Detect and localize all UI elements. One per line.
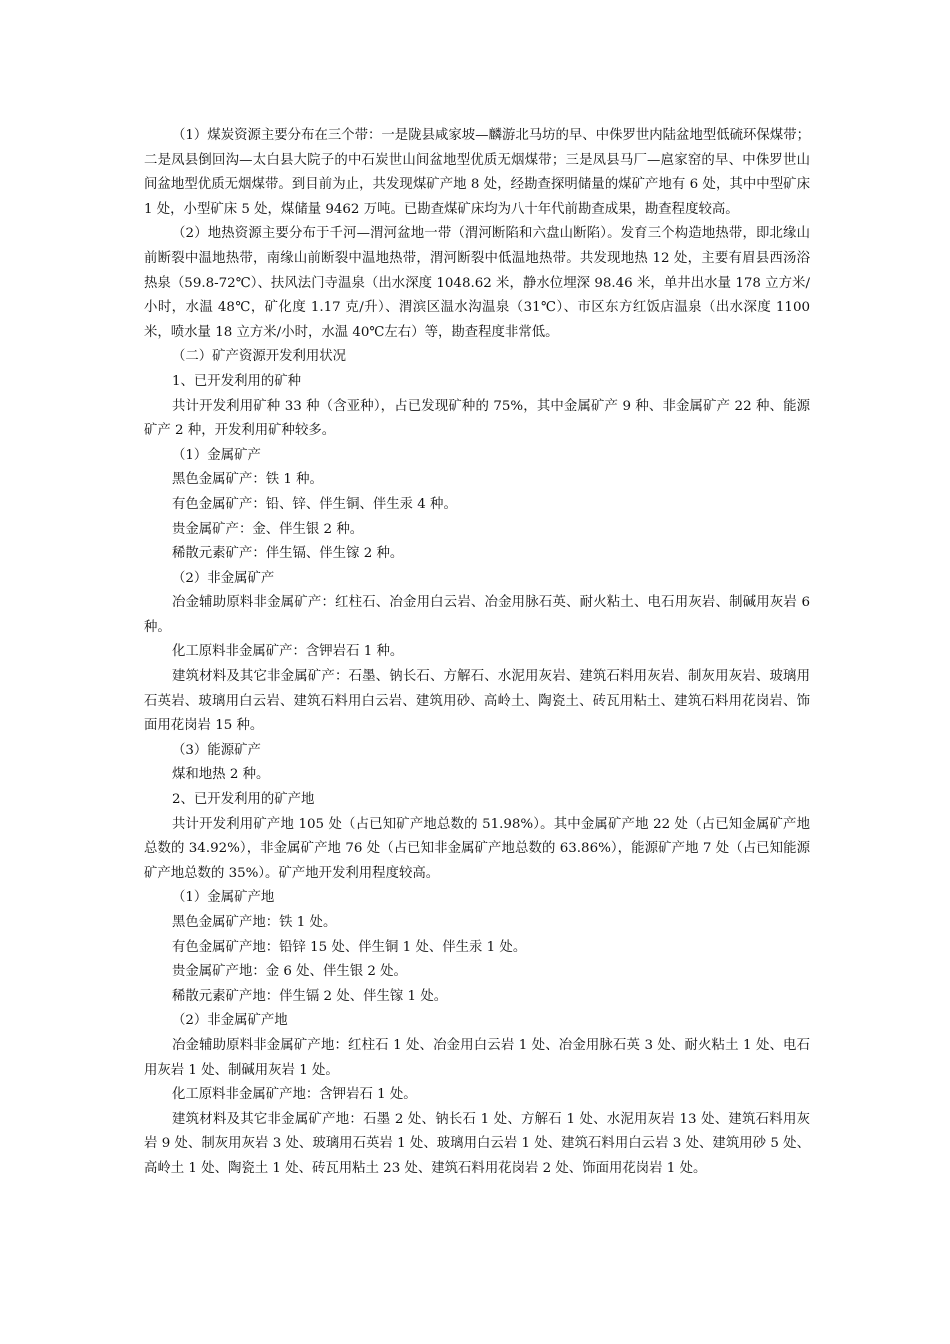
list-item-ferrous-deposits: 黑色金属矿产地：铁 1 处。	[172, 915, 337, 930]
list-item-rare-dispersed: 稀散元素矿产：伴生镉、伴生镓 2 种。	[172, 546, 404, 562]
subheading-nonmetal-minerals: （2）非金属矿产	[172, 570, 275, 586]
list-item-precious-deposits: 贵金属矿产地：金 6 处、伴生银 2 处。	[172, 964, 407, 980]
list-item-rare-dispersed-deposits: 稀散元素矿产地：伴生镉 2 处、伴生镓 1 处。	[172, 988, 448, 1004]
paragraph-coal-resources: （1）煤炭资源主要分布在三个带：一是陇县咸家坡—麟游北马坊的早、中侏罗世内陆盆地型低硫环保煤带；二是凤县倒回沟—太白县大院子的中石炭世山间盆地型优质无烟煤带；三是凤县马厂—扈家窑的早、中侏罗世山间盆地型优质无烟煤带。到目前为止，共发现煤矿产地 8 处，经勘查探明储量的煤矿产地有 6 处，其中中型矿床 1 处，小型矿床 5 处，煤储量 9462 万吨。已勘查煤矿床均为八十年代前勘查成果，勘查程度较高。	[144, 128, 810, 217]
subheading-metal-deposits: （1）金属矿产地	[172, 890, 275, 906]
subheading-developed-minerals: 1、已开发利用的矿种	[172, 373, 302, 389]
list-item-nonferrous: 有色金属矿产：铅、锌、伴生铜、伴生汞 4 种。	[172, 496, 457, 512]
list-item-ferrous: 黑色金属矿产：铁 1 种。	[172, 472, 323, 488]
subheading-energy-minerals: （3）能源矿产	[172, 742, 261, 758]
subheading-nonmetal-deposits: （2）非金属矿产地	[172, 1013, 288, 1029]
list-item-chemical-raw: 化工原料非金属矿产：含钾岩石 1 种。	[172, 644, 404, 660]
list-item-metallurgical-aux: 冶金辅助原料非金属矿产：红柱石、冶金用白云岩、冶金用脉石英、耐火粘土、电石用灰岩、制碱用灰岩 6 种。	[144, 595, 810, 635]
list-item-nonferrous-deposits: 有色金属矿产地：铅锌 15 处、伴生铜 1 处、伴生汞 1 处。	[172, 939, 527, 955]
list-item-building-materials-deposits: 建筑材料及其它非金属矿产地：石墨 2 处、钠长石 1 处、方解石 1 处、水泥用灰岩 13 处、建筑石料用灰岩 9 处、制灰用灰岩 3 处、玻璃用石英岩 1 处、玻璃用白云岩 1 处、建筑石料用白云岩 3 处、建筑用砂 5 处、高岭土 1 处、陶瓷土 1 处、砖瓦用粘土 23 处、建筑石料用花岗岩 2 处、饰面用花岗岩 1 处。	[144, 1111, 810, 1176]
list-item-metallurgical-aux-deposits: 冶金辅助原料非金属矿产地：红柱石 1 处、冶金用白云岩 1 处、冶金用脉石英 3 处、耐火粘土 1 处、电石用灰岩 1 处、制碱用灰岩 1 处。	[144, 1037, 810, 1078]
list-item-precious: 贵金属矿产：金、伴生银 2 种。	[172, 521, 364, 537]
subheading-developed-deposits: 2、已开发利用的矿产地	[172, 792, 315, 808]
paragraph-deposits-summary: 共计开发利用矿产地 105 处（占已知矿产地总数的 51.98%）。其中金属矿产地 22 处（占已知金属矿产地总数的 34.92%），非金属矿产地 76 处（占已知非金属矿产地总数的 63.86%），能源矿产地 7 处（占已知能源矿产地总数的 35%）。矿产地开发利用程度较高。	[144, 816, 810, 881]
document-body	[144, 124, 810, 1182]
paragraph-minerals-summary: 共计开发利用矿种 33 种（含亚种），占已发现矿种的 75%，其中金属矿产 9 种、非金属矿产 22 种、能源矿产 2 种，开发利用矿种较多。	[144, 398, 810, 439]
list-item-building-materials: 建筑材料及其它非金属矿产：石墨、钠长石、方解石、水泥用灰岩、建筑石料用灰岩、制灰用灰岩、玻璃用石英岩、玻璃用白云岩、建筑石料用白云岩、建筑用砂、高岭土、陶瓷土、砖瓦用粘土、建筑石料用花岗岩、饰面用花岗岩 15 种。	[144, 669, 810, 734]
paragraph-geothermal-resources: （2）地热资源主要分布于千河—渭河盆地一带（渭河断陷和六盘山断陷）。发育三个构造地热带，即北缘山前断裂中温地热带，南缘山前断裂中温地热带，渭河断裂中低温地热带。共发现地热 12 处，主要有眉县西汤浴热泉（59.8-72℃）、扶风法门寺温泉（出水深度 1048.62 米，静水位埋深 98.46 米，单井出水量 178 立方米/小时，水温 48℃，矿化度 1.17 克/升）、渭滨区温水沟温泉（31℃）、市区东方红饭店温泉（出水深度 1100 米，喷水量 18 立方米/小时，水温 40℃左右）等，勘查程度非常低。	[144, 226, 810, 340]
list-item-energy: 煤和地热 2 种。	[172, 767, 270, 783]
section-heading-development-status: （二）矿产资源开发利用状况	[172, 349, 347, 365]
subheading-metal-minerals: （1）金属矿产	[172, 447, 261, 463]
list-item-chemical-raw-deposits: 化工原料非金属矿产地：含钾岩石 1 处。	[172, 1087, 417, 1103]
